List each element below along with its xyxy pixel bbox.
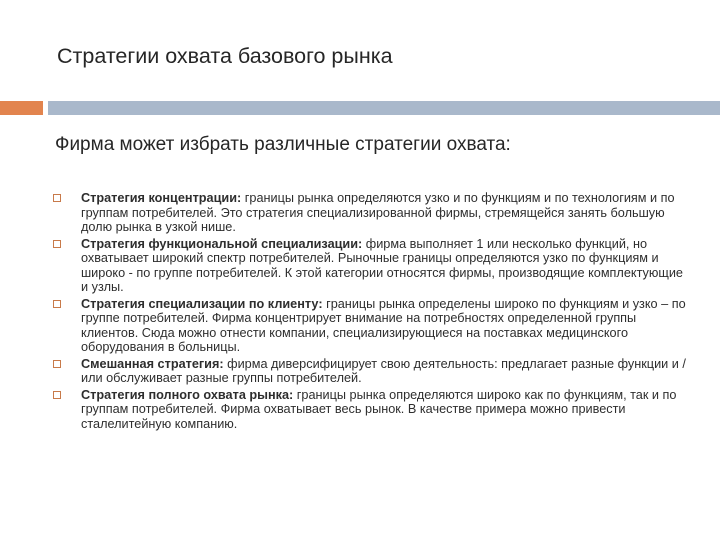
item-text: границы рынка определены широко по функциям и узко – по группе потребителей. Фирма концентрирует внимание на потребностях определенной группы клиентов. Сюда можно отнести компании, специализирующиеся на поставках медицинского оборудования в больницы.: [81, 296, 686, 354]
slide-subtitle: Фирма может избрать различные стратегии охвата:: [55, 134, 511, 155]
square-bullet-icon: [53, 240, 61, 248]
item-term: Стратегия концентрации:: [81, 191, 242, 205]
item-term: Смешанная стратегия:: [81, 356, 224, 371]
slide-title: Стратегии охвата базового рынка: [57, 44, 393, 68]
strategy-list: [53, 191, 693, 433]
item-text: фирма выполняет 1 или несколько функций, но охватывает широкий спектр потребителей. Рыночные границы определяются узко по функциям и широко - по группе потребителей. К этой категории относятся фирмы, производящие комплектующие и узлы.: [81, 236, 683, 294]
accent-bar-orange: [0, 101, 43, 115]
accent-bar-blue: [48, 101, 720, 115]
square-bullet-icon: [53, 360, 61, 368]
item-text: фирма диверсифицирует свою деятельность: предлагает разные функции и / или обслуживает разные группы потребителей.: [81, 356, 686, 385]
list-item-full-coverage: [53, 388, 693, 432]
item-term: Стратегия полного охвата рынка:: [81, 387, 294, 402]
item-text: границы рынка определяются широко как по функциям, так и по группам потребителей. Фирма охватывает весь рынок. В качестве примера можно привести сталелитейную компанию.: [81, 387, 677, 431]
square-bullet-icon: [53, 391, 61, 399]
list-item-mixed-strategy: [53, 357, 693, 386]
list-item-concentration: [53, 191, 693, 235]
item-term: Стратегия специализации по клиенту:: [81, 296, 323, 311]
square-bullet-icon: [53, 300, 61, 308]
item-text: границы рынка определяются узко и по функциям и по технологиям и по группам потребителей. Это стратегия специализированной фирмы, стремящейся занять большую долю рынка в узкой нише.: [81, 191, 675, 234]
square-bullet-icon: [53, 194, 61, 202]
list-item-client-specialization: [53, 297, 693, 355]
list-item-functional-specialization: [53, 237, 693, 295]
item-term: Стратегия функциональной специализации:: [81, 236, 363, 251]
